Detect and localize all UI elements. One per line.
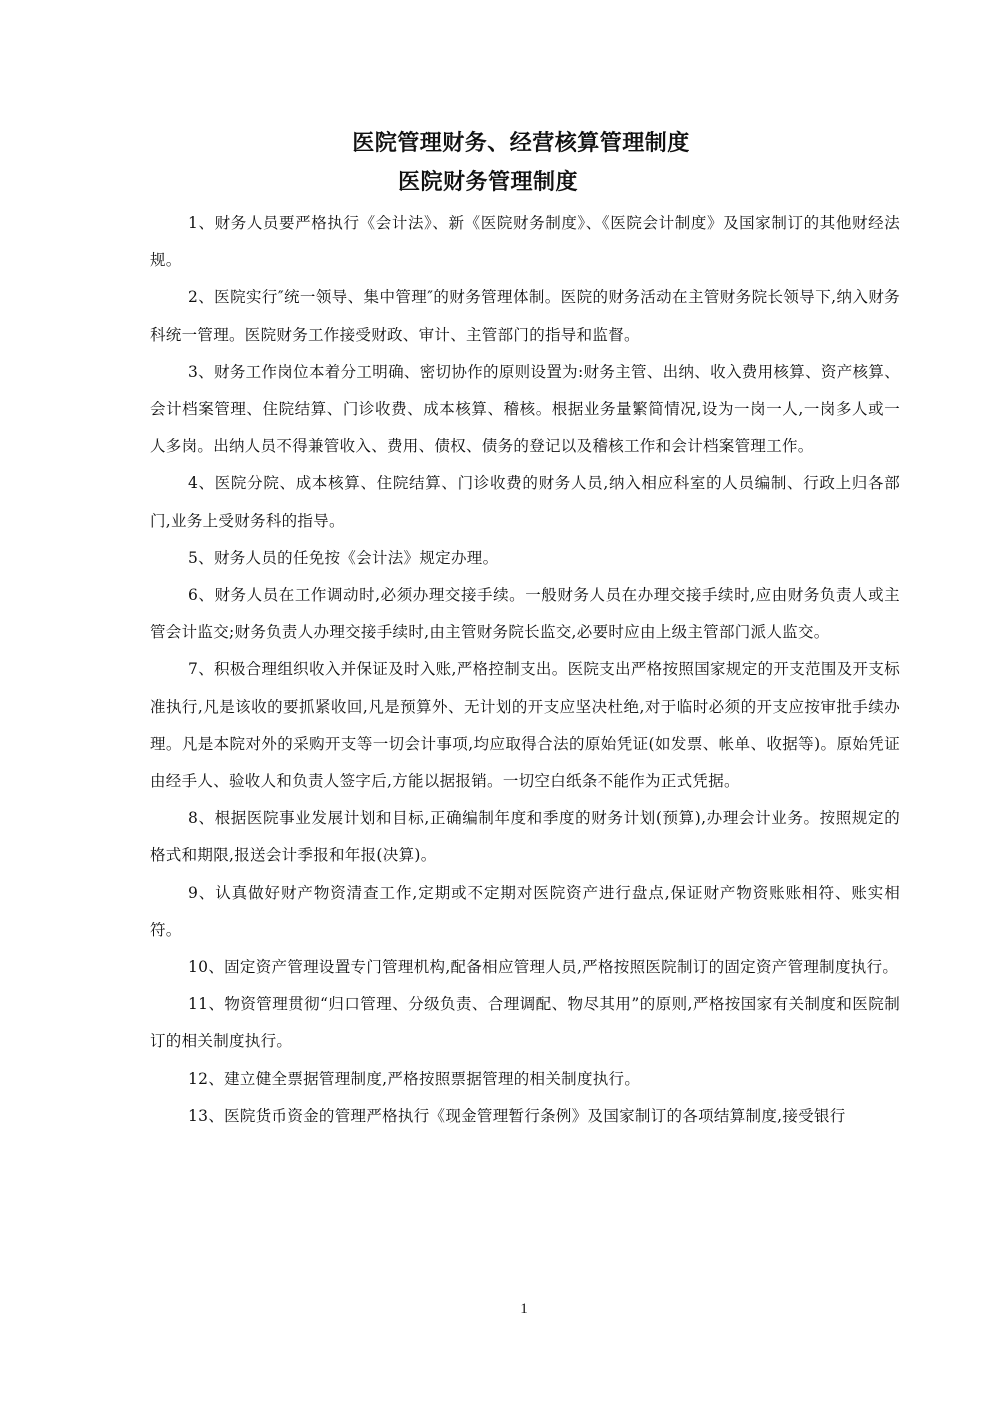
paragraph-7: 7、积极合理组织收入并保证及时入账,严格控制支出。医院支出严格按照国家规定的开支范围及开支标准执行,凡是该收的要抓紧收回,凡是预算外、无计划的开支应坚决杜绝,对于临时必须的开支应按审批手续办理。凡是本院对外的采购开支等一切会计事项,均应取得合法的原始凭证(如发票、帐单、收据等)。原始凭证由经手人、验收人和负责人签字后,方能以据报销。一切空白纸条不能作为正式凭据。 [150, 660, 900, 791]
paragraph-13: 13、医院货币资金的管理严格执行《现金管理暂行条例》及国家制订的各项结算制度,接受银行 [188, 1106, 846, 1125]
paragraph-12: 12、建立健全票据管理制度,严格按照票据管理的相关制度执行。 [188, 1069, 641, 1088]
paragraph-5: 5、财务人员的任免按《会计法》规定办理。 [188, 548, 499, 567]
paragraph-4: 4、医院分院、成本核算、住院结算、门诊收费的财务人员,纳入相应科室的人员编制、行政上归各部门,业务上受财务科的指导。 [150, 474, 900, 530]
document-subtitle: 医院财务管理制度 [397, 170, 578, 195]
paragraph-2: 2、医院实行″统一领导、集中管理″的财务管理体制。医院的财务活动在主管财务院长领导下,纳入财务科统一管理。医院财务工作接受财政、审计、主管部门的指导和监督。 [150, 288, 900, 344]
paragraph-6: 6、财务人员在工作调动时,必须办理交接手续。一般财务人员在办理交接手续时,应由财务负责人或主管会计监交;财务负责人办理交接手续时,由主管财务院长监交,必要时应由上级主管部门派人监交。 [150, 586, 900, 642]
paragraph-10: 10、固定资产管理设置专门管理机构,配备相应管理人员,严格按照医院制订的固定资产管理制度执行。 [188, 958, 899, 977]
document-title: 医院管理财务、经营核算管理制度 [352, 131, 690, 156]
paragraph-1: 1、财务人员要严格执行《会计法》、新《医院财务制度》、《医院会计制度》及国家制订的其他财经法规。 [150, 214, 900, 270]
document-body [150, 205, 900, 1135]
page-number: 1 [520, 1301, 528, 1317]
paragraph-9: 9、认真做好财产物资清查工作,定期或不定期对医院资产进行盘点,保证财产物资账账相符、账实相符。 [150, 883, 900, 939]
paragraph-8: 8、根据医院事业发展计划和目标,正确编制年度和季度的财务计划(预算),办理会计业务。按照规定的格式和期限,报送会计季报和年报(决算)。 [150, 809, 900, 865]
paragraph-11: 11、物资管理贯彻“归口管理、分级负责、合理调配、物尽其用”的原则,严格按国家有关制度和医院制订的相关制度执行。 [150, 995, 900, 1051]
paragraph-3: 3、财务工作岗位本着分工明确、密切协作的原则设置为:财务主管、出纳、收入费用核算、资产核算、会计档案管理、住院结算、门诊收费、成本核算、稽核。根据业务量繁简情况,设为一岗一人,一岗多人或一人多岗。出纳人员不得兼管收入、费用、债权、债务的登记以及稽核工作和会计档案管理工作。 [150, 362, 900, 456]
